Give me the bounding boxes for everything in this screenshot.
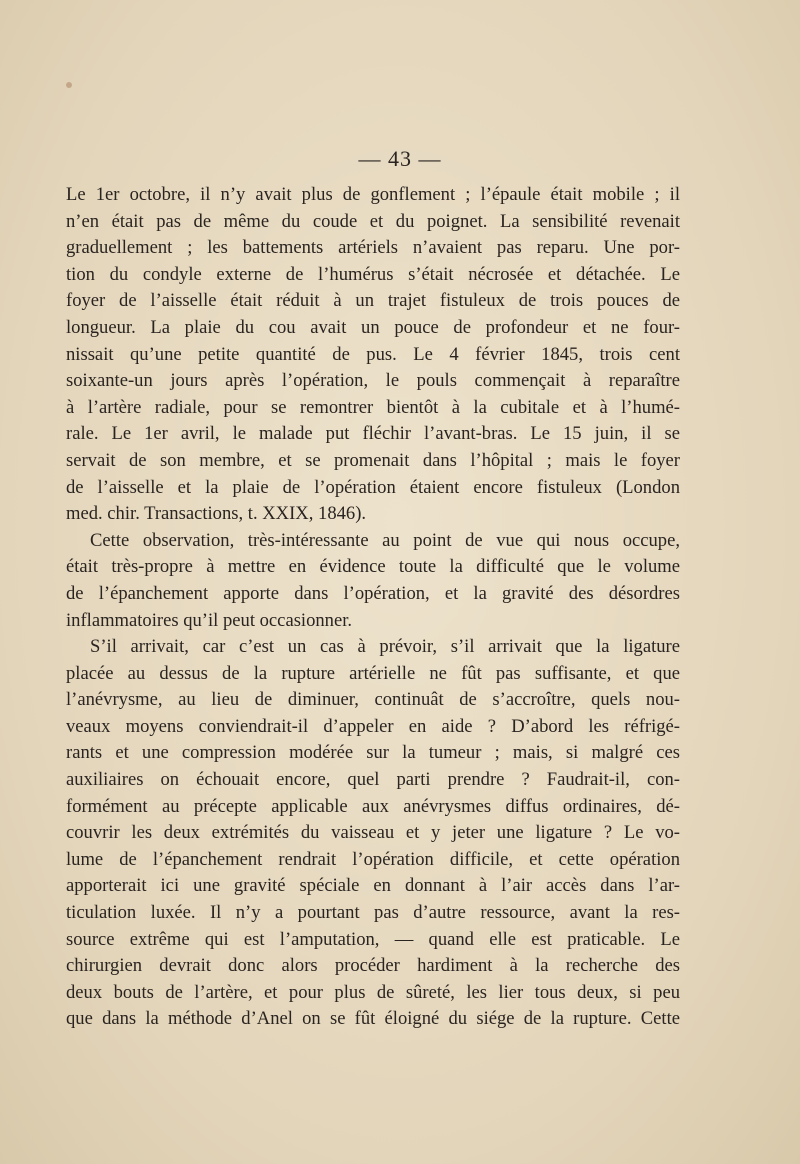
text-line: à l’artère radiale, pour se remontrer bientôt à la cubitale et à l’humé- xyxy=(66,396,680,418)
page-number: — 43 — xyxy=(358,146,442,171)
text-line: couvrir les deux extrémités du vaisseau et y jeter une ligature ? Le vo- xyxy=(66,822,680,844)
text-line: source extrême qui est l’amputation, — quand elle est praticable. Le xyxy=(66,928,680,950)
text-line: l’anévrysme, au lieu de diminuer, continuât de s’accroître, quels nou- xyxy=(66,689,680,711)
text-line: auxiliaires on échouait encore, quel parti prendre ? Faudrait-il, con- xyxy=(66,769,680,791)
text-line: Le 1er octobre, il n’y avait plus de gonflement ; l’épaule était mobile ; il xyxy=(66,184,680,205)
text-line: apporterait ici une gravité spéciale en donnant à l’air accès dans l’ar- xyxy=(66,875,680,897)
paper-spot xyxy=(66,82,72,88)
text-line: que dans la méthode d’Anel on se fût éloigné du siége de la rupture. Cette xyxy=(66,1008,680,1030)
text-line: deux bouts de l’artère, et pour plus de sûreté, les lier tous deux, si peu xyxy=(66,981,680,1003)
text-line: ticulation luxée. Il n’y a pourtant pas d’autre ressource, avant la res- xyxy=(66,902,680,924)
text-line: veaux moyens conviendrait-il d’appeler en aide ? D’abord les réfrigé- xyxy=(66,715,680,737)
text-line: nissait qu’une petite quantité de pus. Le 4 février 1845, trois cent xyxy=(66,343,680,365)
text-line: était très-propre à mettre en évidence toute la difficulté que le volume xyxy=(66,556,680,578)
text-line: med. chir. Transactions, t. XXIX, 1846). xyxy=(66,503,367,525)
text-line: Cette observation, très-intéressante au point de vue qui nous occupe, xyxy=(90,529,680,551)
text-line: de l’aisselle et la plaie de l’opération étaient encore fistuleux (London xyxy=(66,476,680,498)
text-line: de l’épanchement apporte dans l’opération, et la gravité des désordres xyxy=(66,582,680,604)
text-line: placée au dessus de la rupture artérielle ne fût pas suffisante, et que xyxy=(66,662,680,684)
text-line: foyer de l’aisselle était réduit à un trajet fistuleux de trois pouces de xyxy=(66,290,680,312)
text-line: graduellement ; les battements artériels n’avaient pas reparu. Une por- xyxy=(66,237,680,259)
text-line: soixante-un jours après l’opération, le pouls commençait à reparaître xyxy=(66,370,680,392)
text-line: inflammatoires qu’il peut occasionner. xyxy=(66,609,353,631)
text-line: rants et une compression modérée sur la tumeur ; mais, si malgré ces xyxy=(66,742,680,764)
text-line: formément au précepte applicable aux anévrysmes diffus ordinaires, dé- xyxy=(66,795,680,817)
text-line: rale. Le 1er avril, le malade put fléchir l’avant-bras. Le 15 juin, il se xyxy=(66,423,680,445)
text-line: n’en était pas de même du coude et du poignet. La sensibilité revenait xyxy=(66,210,680,232)
text-line: longueur. La plaie du cou avait un pouce de profondeur et ne four- xyxy=(66,316,680,338)
text-line: chirurgien devrait donc alors procéder hardiment à la recherche des xyxy=(66,955,680,977)
text-line: lume de l’épanchement rendrait l’opération difficile, et cette opération xyxy=(66,848,680,870)
text-line: tion du condyle externe de l’humérus s’était nécrosée et détachée. Le xyxy=(66,263,680,285)
text-line: S’il arrivait, car c’est un cas à prévoir, s’il arrivait que la ligature xyxy=(90,636,680,658)
body-text xyxy=(66,182,680,1033)
text-line: servait de son membre, et se promenait dans l’hôpital ; mais le foyer xyxy=(66,449,680,471)
